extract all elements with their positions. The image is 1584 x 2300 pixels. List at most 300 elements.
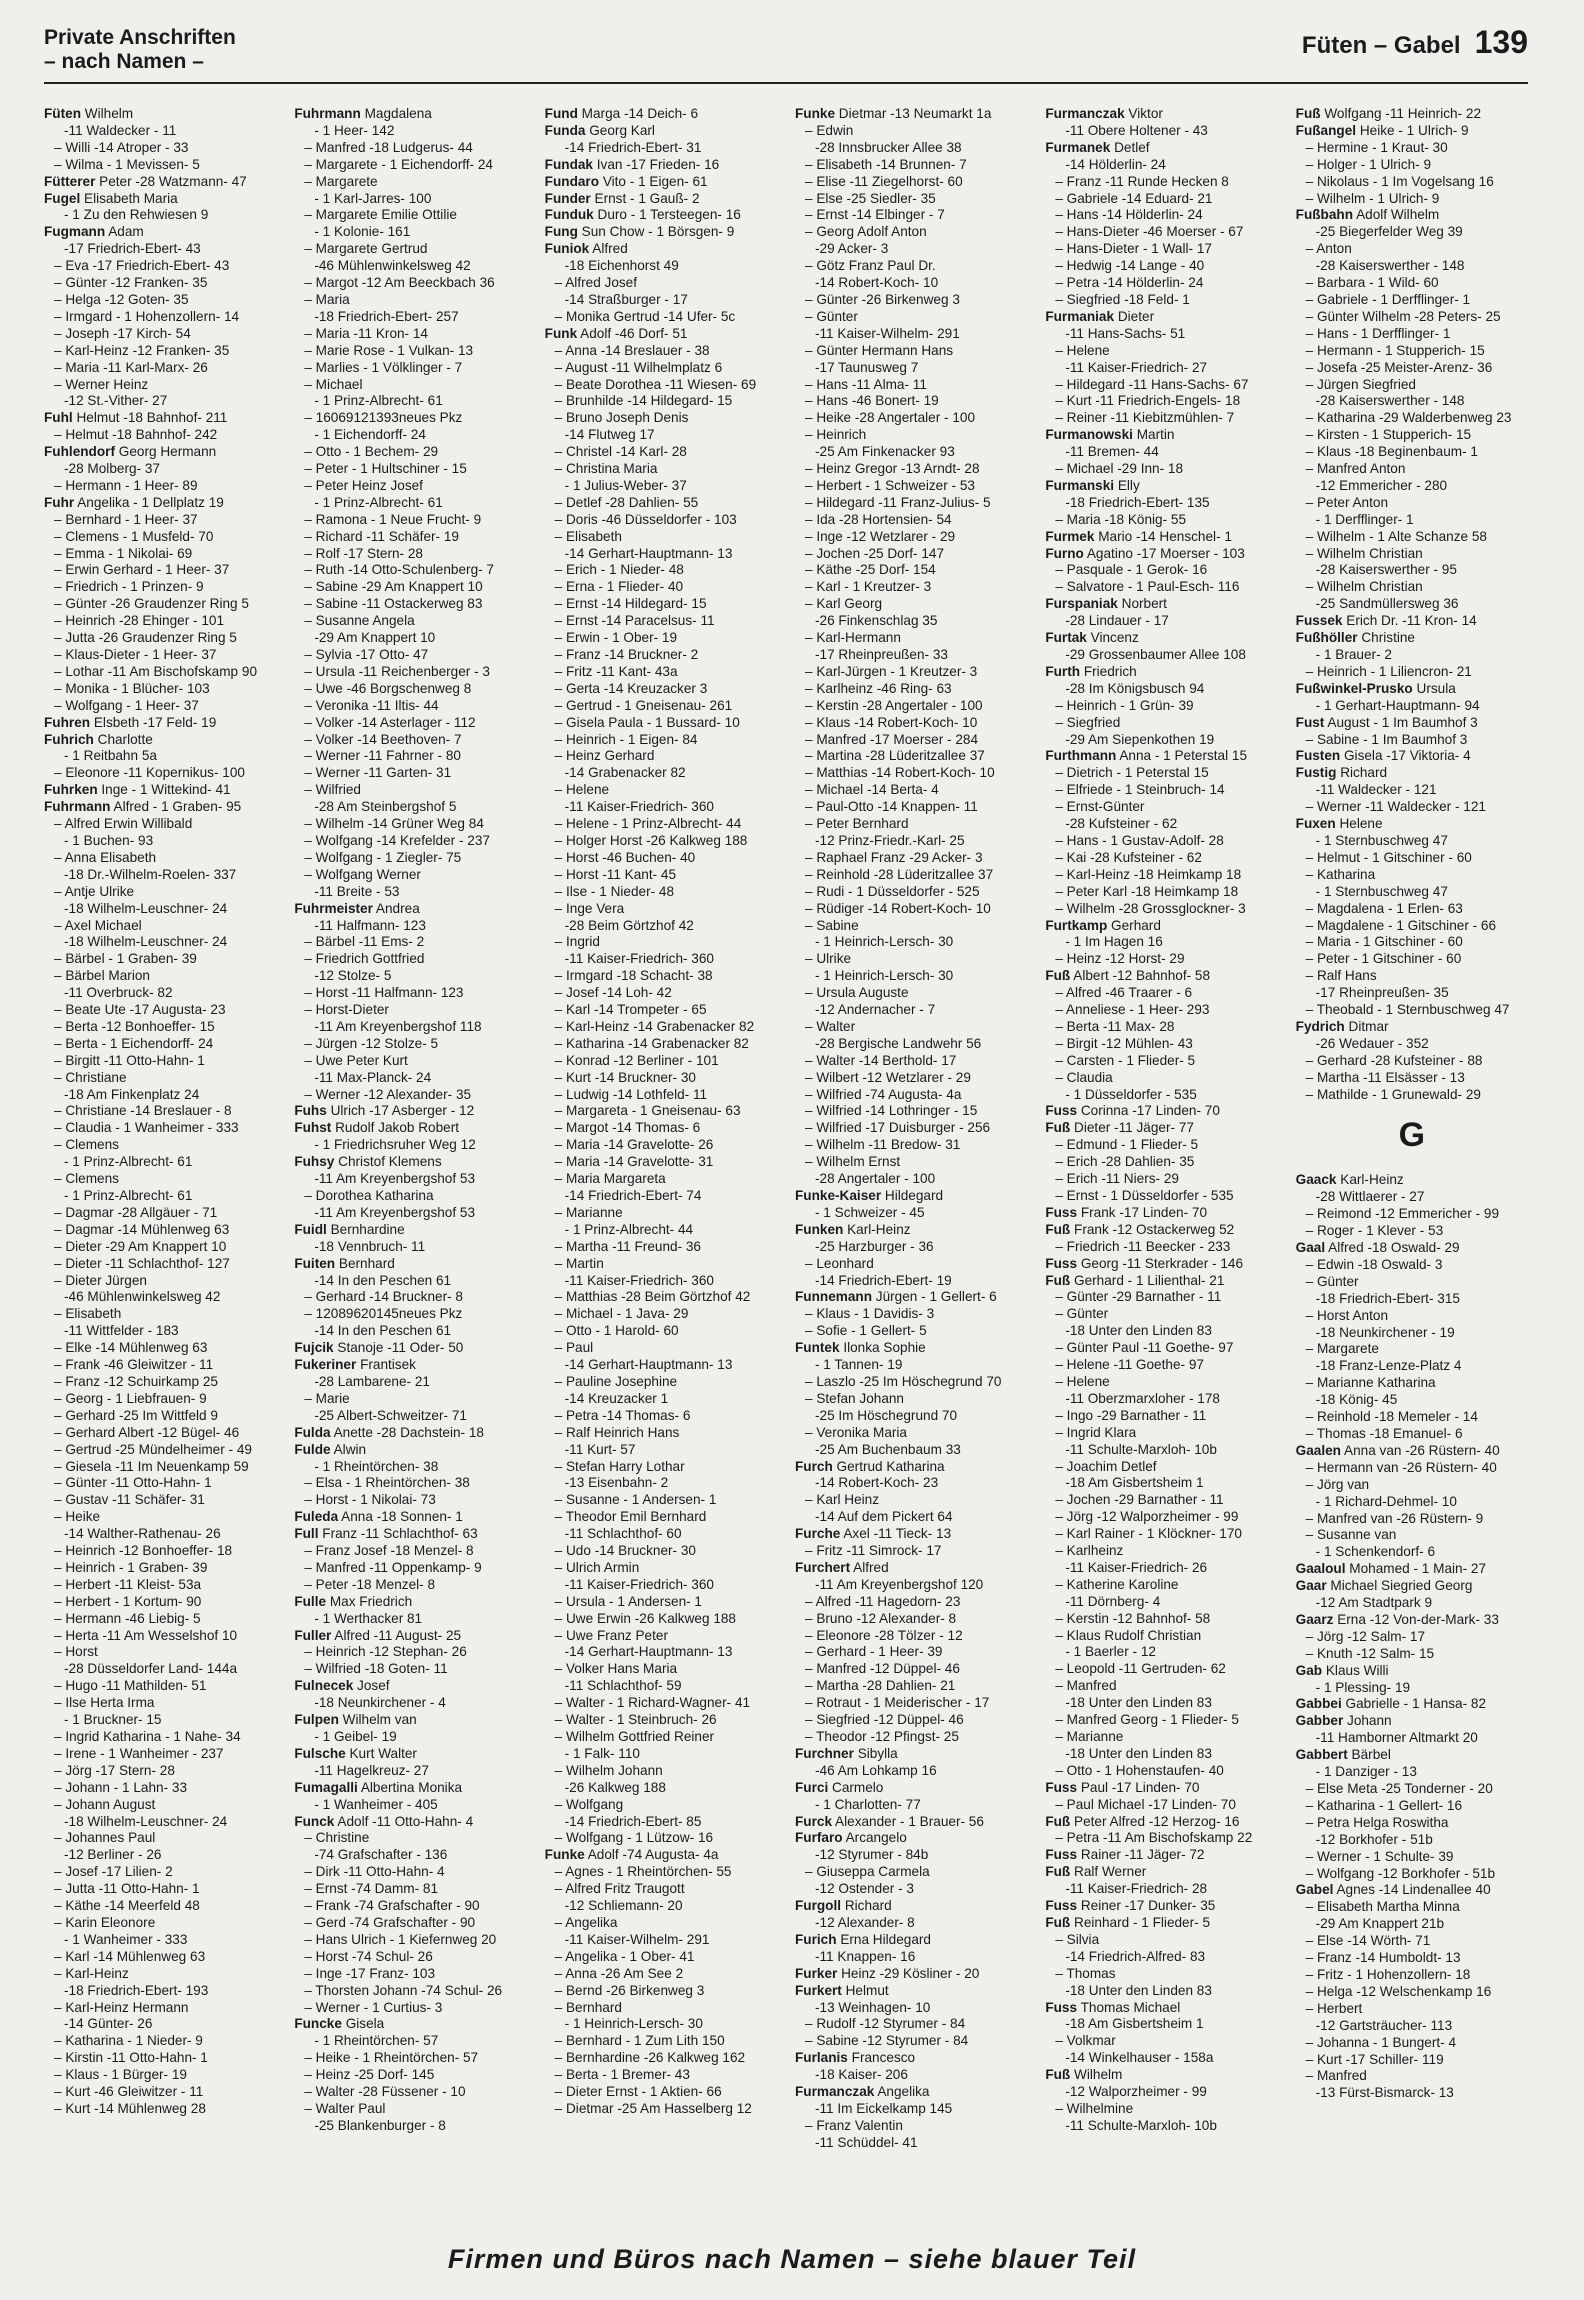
entry-person: – Maria [304,291,350,307]
entry-detail: Wolfgang -11 Heinrich- 22 [1324,106,1482,121]
entry-address: -25 Biegerfelder Weg 39 [1315,224,1463,240]
entry-person: – Bernhard - 1 Zum Lith 150 [554,2033,725,2049]
entry-address: - 1 Im Hagen 16 [1065,934,1163,950]
surname: Fuhrmann [44,799,111,815]
entry-person: – Heike [54,1509,101,1525]
entry-person: – Frank -74 Grafschafter - 90 [304,1898,480,1914]
entry-person: – Karin Eleonore [54,1914,156,1930]
entry-person: – Maria -18 König- 55 [1055,511,1187,527]
surname: Fuß [1295,106,1321,121]
entry-person: – Erwin Gerhard - 1 Heer- 37 [54,562,230,578]
entry-address: -12 St.-Vither- 27 [64,393,168,409]
entry-surname [44,799,276,816]
surname: Furspaniak [1045,596,1118,612]
entry-surname [294,1780,526,1797]
entry-address: -18 Am Gisbertsheim 1 [1065,1475,1204,1491]
entry-person: – Dieter -29 Am Knappert 10 [54,1238,227,1254]
surname: Funiok [544,241,590,257]
entry-address: -12 Schliemann- 20 [564,1898,683,1914]
entry-person: – 16069121393neues Pkz [304,410,463,426]
entry-person: – Wilbert -12 Wetzlarer - 29 [804,1069,971,1085]
entry-person: – Kai -28 Kufsteiner - 62 [1055,849,1202,865]
section-letter: G [1398,1116,1426,1155]
entry-person: – Wilhelm -28 Grossglockner- 3 [1055,900,1246,916]
entry-person: – Fritz -11 Simrock- 17 [804,1543,942,1559]
surname: Furgoll [794,1898,842,1914]
entry-person: – Michael [304,376,363,392]
entry-person: – Sylvia -17 Otto- 47 [304,647,429,662]
entry-person: – Ida -28 Hortensien- 54 [804,511,952,527]
entry-person: – Magdalena - 1 Erlen- 63 [1305,900,1463,916]
surname: Gabbert [1295,1747,1348,1763]
entry-person: – Raphael Franz -29 Acker- 3 [804,849,983,865]
entry-person: – Monika Gertrud -14 Ufer- 5c [554,308,736,324]
entry-person: – Helga -12 Goten- 35 [54,291,189,307]
entry-person: – Ralf Heinrich Hans [554,1424,680,1440]
entry-detail: Charlotte [97,731,153,747]
entry-surname [294,901,526,918]
entry-person: – Heinrich - 1 Graben- 39 [54,1559,208,1575]
surname: Gabbei [1295,1696,1342,1712]
entry-person: – Bärbel Marion [54,968,150,984]
entry-address: -17 Rheinpreußen- 35 [1315,985,1449,1001]
entry-person: – Günter Hermann Hans [804,342,954,358]
entry-address: -28 Wittlaerer - 27 [1315,1189,1425,1205]
entry-person: – Herbert - 1 Kortum- 90 [54,1593,202,1609]
entry-address: -28 Beim Görtzhof 42 [564,917,694,933]
entry-address: -14 Friedrich-Alfred- 83 [1065,1948,1206,1964]
entry-person: – Werner - 1 Schulte- 39 [1305,1848,1454,1864]
entry-person: – Kurt -14 Mühlenweg 28 [54,2100,206,2116]
entry-person: – Mathilde - 1 Grunewald- 29 [1305,1086,1481,1102]
entry-person: – Uwe Peter Kurt [304,1052,408,1068]
entry-person: – Giuseppa Carmela [804,1864,930,1880]
entry-person: – Sofie - 1 Gellert- 5 [804,1323,927,1339]
entry-detail: Carmelo [832,1779,884,1795]
entry-person: – Werner -11 Fahrner - 80 [304,748,461,764]
entry-detail: Andrea [375,900,420,916]
entry-surname [44,191,276,208]
surname: Fuß [1045,1914,1071,1930]
entry-surname [1045,1205,1277,1222]
entry-detail: Heinz -29 Kösliner - 20 [841,1965,980,1981]
entry-address: -28 Lindauer - 17 [1065,613,1169,629]
entry-person: – Roger - 1 Klever - 53 [1305,1223,1444,1239]
entry-person: – Joachim Detlef [1055,1458,1157,1474]
entry-person: – Richard -11 Schäfer- 19 [304,528,459,544]
surname: Fuss [1045,1999,1078,2015]
surname: Furker [794,1965,838,1981]
entry-person: – Elisabeth [54,1306,122,1322]
entry-person: – Hildegard -11 Hans-Sachs- 67 [1055,376,1249,392]
entry-surname [294,1526,526,1543]
entry-address: -11 Wittfelder - 183 [64,1323,179,1339]
entry-person: – Wilhelm -14 Grüner Weg 84 [304,816,484,832]
entry-detail: Bärbel [1351,1747,1391,1763]
surname: Furck [794,1813,833,1829]
entry-detail: Adolf Wilhelm [1356,207,1440,223]
entry-surname [795,1526,1027,1543]
entry-person: – Hans Ulrich - 1 Kiefernweg 20 [304,1931,497,1947]
entry-person: – Birgitt -11 Otto-Hahn- 1 [54,1052,205,1068]
directory-column-3 [545,106,777,2226]
entry-person: – Gerhard Albert -12 Bügel- 46 [54,1424,240,1440]
entry-detail: Gisela [345,2016,385,2032]
entry-person: – Susanne Angela [304,613,415,629]
entry-person: – Ernst-Günter [1055,799,1145,815]
entry-person: – Walter -28 Füssener - 10 [304,2084,466,2100]
entry-surname [44,410,276,427]
entry-detail: Ditmar [1348,1018,1389,1034]
entry-person: – Helene - 1 Prinz-Albrecht- 44 [554,816,742,832]
entry-person: – Paul-Otto -14 Knappen- 11 [804,799,978,815]
entry-person: – Berta -12 Bonhoeffer- 15 [54,1018,215,1034]
entry-detail: Anna - 1 Peterstal 15 [1119,748,1248,764]
surname: Fuhl [44,410,73,426]
entry-detail: Anette -28 Dachstein- 18 [333,1424,484,1440]
entry-person: – Gustav -11 Schäfer- 31 [54,1492,205,1508]
entry-person: – Horst -11 Halfmann- 123 [304,985,464,1001]
entry-detail: Karl-Heinz [847,1221,911,1237]
entry-address: -12 Styrumer - 84b [814,1847,929,1863]
surname: Furtak [1045,630,1087,646]
entry-person: – Petra Helga Roswitha [1305,1814,1449,1830]
entry-person: – Rolf -17 Stern- 28 [304,545,423,561]
entry-person: – Johannes Paul [54,1830,156,1846]
entry-person: – Karl-Heinz [54,1965,129,1981]
entry-address: -11 Overbruck- 82 [64,985,173,1001]
entry-detail: Peter Alfred -12 Herzog- 16 [1074,1813,1240,1829]
entry-person: – Wilfried -18 Goten- 11 [304,1661,448,1677]
entry-surname [795,1746,1027,1763]
entry-person: – Heinrich - 1 Liliencron- 21 [1305,663,1472,679]
entry-address: -11 Breite - 53 [314,883,400,899]
entry-address: - 1 Zu den Rehwiesen 9 [64,207,209,223]
entry-detail: Gabrielle - 1 Hansa- 82 [1345,1696,1487,1712]
surname: Fuhr [44,494,75,510]
entry-person: – Horst [54,1644,98,1660]
surname: Fuhst [294,1120,332,1136]
entry-address: -14 Kreuzacker 1 [564,1390,669,1406]
entry-surname [294,1357,526,1374]
entry-surname [1045,1120,1277,1137]
entry-person: – Katharina - 1 Nieder- 9 [54,2033,203,2049]
surname: Furth [1045,663,1081,679]
entry-person: – Wilhelm - 1 Alte Schanze 58 [1305,528,1487,544]
entry-person: – Maria - 1 Gitschiner - 60 [1305,934,1463,950]
entry-detail: Elsbeth -17 Feld- 19 [93,714,217,730]
entry-address: -18 Am Gisbertsheim 1 [1065,2016,1204,2032]
entry-person: – Günter [804,308,858,324]
entry-surname [294,1678,526,1695]
surname: Furci [794,1779,829,1795]
entry-person: – Peter -18 Menzel- 8 [304,1576,436,1592]
surname: Fuss [1045,1779,1078,1795]
entry-address: -18 Franz-Lenze-Platz 4 [1315,1358,1462,1374]
entry-person: – Wolfgang - 1 Heer- 37 [54,697,199,713]
entry-address: -28 Kaiserswerther - 148 [1315,258,1465,274]
entry-address: -11 Kaiser-Friedrich- 360 [564,1576,714,1592]
entry-person: – Katherine Karoline [1055,1576,1179,1592]
entry-person: – Anna Elisabeth [54,849,157,865]
entry-address: -29 Am Knappert 10 [314,630,436,646]
entry-detail: Arcangelo [845,1830,907,1846]
entry-address: -28 Lambarene- 21 [314,1373,430,1389]
entry-person: – Maria -14 Gravelotte- 26 [554,1137,714,1153]
entry-person: – Monika - 1 Blücher- 103 [54,680,210,696]
entry-address: - 1 Wanheimer - 405 [314,1796,438,1812]
entry-person: – Werner -12 Alexander- 35 [304,1086,472,1102]
entry-person: – Ramona - 1 Neue Frucht- 9 [304,511,482,527]
entry-address: -13 Weinhagen- 10 [814,1999,931,2015]
entry-person: – Irmgard -18 Schacht- 38 [554,968,713,984]
entry-surname [294,1103,526,1120]
entry-detail: Stanoje -11 Oder- 50 [337,1340,464,1356]
entry-surname [795,1459,1027,1476]
entry-detail: Elly [1117,477,1140,493]
entry-person: – Dorothea Katharina [304,1188,434,1203]
entry-person: – Karl Heinz [804,1492,880,1508]
entry-address: -18 Neunkirchener - 4 [314,1695,446,1711]
entry-address: -12 Andernacher - 7 [814,1002,936,1018]
entry-person: – Friedrich Gottfried [304,951,425,967]
entry-surname [1045,1273,1277,1290]
entry-address: - 1 Eichendorff- 24 [314,427,426,443]
entry-person: – Bernhard - 1 Heer- 37 [54,511,198,527]
entry-address: -25 Blankenburger - 8 [314,2117,446,2133]
entry-person: – Helmut - 1 Gitschiner - 60 [1305,849,1472,865]
entry-person: – Manfred -12 Düppel- 46 [804,1661,960,1677]
entry-detail: Duro - 1 Tersteegen- 16 [597,207,741,223]
entry-person: – Heike - 1 Rheintörchen- 57 [304,2050,479,2066]
entry-address: - 1 Derfflinger- 1 [1315,511,1414,527]
entry-person: – Hermann van -26 Rüstern- 40 [1305,1459,1497,1475]
entry-address: - 1 Schweizer - 45 [814,1204,925,1220]
entry-surname [1045,664,1277,681]
entry-person: – Petra -14 Thomas- 6 [554,1407,691,1423]
entry-address: - 1 Werthacker 81 [314,1610,423,1626]
entry-person: – Uwe Erwin -26 Kalkweg 188 [554,1610,736,1626]
entry-person: – Horst-Dieter [304,1002,389,1018]
entry-person: – Theodor -12 Pfingst- 25 [804,1729,959,1744]
entry-person: – Antje Ulrike [54,883,135,899]
entry-person: – Gerta -14 Kreuzacker 3 [554,680,708,696]
entry-address: -11 Obere Holtener - 43 [1065,122,1208,138]
entry-person: – Gerhard -28 Kufsteiner - 88 [1305,1052,1483,1068]
entry-address: -28 Kaiserswerther - 148 [1315,393,1465,409]
entry-address: -14 Gerhart-Hauptmann- 13 [564,1644,733,1660]
entry-address: -28 Bergische Landwehr 56 [814,1035,982,1051]
surname: Funduk [544,207,594,223]
entry-person: – Lothar -11 Am Bischofskamp 90 [54,663,258,679]
header-rule [44,82,1528,84]
entry-surname [795,1188,1027,1205]
entry-person: – Heinrich - 1 Eigen- 84 [554,731,698,747]
entry-address: -14 Robert-Koch- 10 [814,275,939,291]
entry-person: – Ingrid [554,934,600,950]
entry-person: – Bärbel -11 Ems- 2 [304,934,425,950]
entry-person: – Manfred Anton [1305,461,1406,477]
entry-person: – Hans-Dieter -46 Moerser - 67 [1055,224,1244,240]
entry-person: – Karl -14 Trompeter - 65 [554,1002,707,1018]
surname: Fulpen [294,1712,339,1728]
entry-detail: Ulrich -17 Asberger - 12 [330,1103,475,1119]
surname: Furthmann [1045,748,1117,764]
surname: Furmaniak [1045,308,1115,324]
entry-surname [795,1830,1027,1847]
entry-person: – Kurt -17 Schiller- 119 [1305,2051,1444,2067]
entry-person: – Michael - 1 Java- 29 [554,1306,689,1322]
entry-person: – Jürgen Siegfried [1305,376,1416,392]
entry-detail: Adolf -11 Otto-Hahn- 4 [337,1813,474,1829]
entry-address: - 1 Charlotten- 77 [814,1796,921,1812]
entry-person: – Matthias -14 Robert-Koch- 10 [804,765,995,781]
entry-person: – Karl-Heinz -18 Heimkamp 18 [1055,866,1242,882]
entry-detail: Reinhard - 1 Flieder- 5 [1074,1914,1211,1930]
entry-person: – Beate Dorothea -11 Wiesen- 69 [554,376,757,392]
entry-address: - 1 Prinz-Albrecht- 44 [564,1221,694,1237]
directory-columns [44,106,1528,2226]
entry-person: – Else Meta -25 Tonderner - 20 [1305,1781,1493,1796]
entry-person: – Veronika -11 Iltis- 44 [304,697,439,713]
entry-person: – Margarete - 1 Eichendorff- 24 [304,156,493,172]
entry-person: – Katharina -29 Walderbenweg 23 [1305,410,1512,426]
entry-surname [1296,1240,1528,1257]
entry-surname [1296,1663,1528,1680]
entry-person: – Jörg van [1305,1476,1370,1492]
entry-surname [1296,106,1528,123]
entry-address: -14 Friedrich-Ebert- 85 [564,1813,702,1829]
entry-person: – Nikolaus - 1 Im Vogelsang 16 [1305,173,1494,189]
entry-address: -25 Albert-Schweitzer- 71 [314,1407,467,1423]
entry-address: -11 Schlachthof- 59 [564,1678,682,1694]
entry-person: – Agnes - 1 Rheintörchen- 55 [554,1864,732,1880]
entry-surname [294,1256,526,1273]
entry-person: – Otto - 1 Hohenstaufen- 40 [1055,1762,1224,1778]
surname: Furmanczak [1045,106,1125,121]
entry-person: – Clemens - 1 Musfeld- 70 [54,528,214,544]
entry-person: – Horst Anton [1305,1307,1389,1323]
entry-surname [1296,1578,1528,1595]
entry-person: – Theodor Emil Bernhard [554,1509,707,1525]
entry-person: – Thorsten Johann -74 Schul- 26 [304,1982,503,1998]
surname: Funk [544,325,578,341]
surname: Full [294,1526,319,1542]
entry-person: – Emma - 1 Nikolai- 69 [54,545,193,561]
entry-address: - 1 Karl-Jarres- 100 [314,190,432,206]
entry-person: – Günter [1055,1306,1109,1322]
entry-address: - 1 Baerler - 12 [1065,1644,1156,1660]
entry-person: – Sabine - 1 Im Baumhof 3 [1305,731,1468,747]
entry-address: - 1 Gerhart-Hauptmann- 94 [1315,697,1480,713]
entry-person: – Johann - 1 Lahn- 33 [54,1779,188,1795]
entry-address: -18 König- 45 [1315,1392,1398,1408]
entry-person: – Günter -26 Graudenzer Ring 5 [54,596,249,612]
entry-person: – Michael -29 Inn- 18 [1055,461,1184,477]
entry-person: – Brunhilde -14 Hildegard- 15 [554,393,733,409]
surname: Furno [1045,545,1084,561]
entry-person: – Peter Anton [1305,494,1389,510]
surname: Fuhrich [44,731,94,747]
entry-address: - 1 Rheintörchen- 57 [314,2033,439,2049]
entry-address: - 1 Reitbahn 5a [64,748,157,764]
entry-address: -11 Dörnberg- 4 [1065,1593,1161,1609]
entry-person: – Hans -46 Bonert- 19 [804,393,939,409]
entry-surname [1045,630,1277,647]
entry-person: – Pauline Josephine [554,1373,678,1389]
entry-person: – Dieter Ernst - 1 Aktien- 66 [554,2084,722,2100]
entry-person: – Laszlo -25 Im Höschegrund 70 [804,1373,1002,1389]
entry-person: – Wilhelm -11 Bredow- 31 [804,1137,961,1153]
entry-person: – Ursula - 1 Andersen- 1 [554,1593,702,1609]
entry-surname [294,1746,526,1763]
entry-address: -18 Unter den Linden 83 [1065,1745,1212,1761]
surname: Fulsche [294,1745,346,1761]
entry-address: -17 Rheinpreußen- 33 [814,647,948,662]
surname: Fusten [1295,748,1341,764]
entry-address: -28 Am Steinbergshof 5 [314,799,457,815]
entry-person: – Gerd -74 Grafschafter - 90 [304,1914,476,1930]
entry-person: – Else -25 Siedler- 35 [804,190,936,206]
entry-address: -14 Friedrich-Ebert- 31 [564,139,702,155]
entry-person: – Götz Franz Paul Dr. [804,258,936,274]
entry-person: – Edwin [804,122,854,138]
entry-person: – Erich -28 Dahlien- 35 [1055,1154,1195,1170]
entry-address: - 1 Brauer- 2 [1315,647,1392,662]
entry-person: – Marie [304,1390,350,1406]
entry-address: -26 Finkenschlag 35 [814,613,938,629]
entry-person: – Marianne Katharina [1305,1375,1436,1391]
surname: Fulda [294,1424,331,1440]
entry-surname [294,1442,526,1459]
entry-person: – Ernst - 1 Düsseldorfer - 535 [1055,1188,1234,1203]
entry-address: -14 Robert-Koch- 23 [814,1475,939,1491]
entry-address: -14 Gerhart-Hauptmann- 13 [564,1357,733,1373]
entry-address: -11 Kurt- 57 [564,1441,636,1457]
entry-person: – Barbara - 1 Wild- 60 [1305,275,1439,291]
entry-person: – Udo -14 Bruckner- 30 [554,1543,696,1559]
entry-address: -74 Grafschafter - 136 [314,1847,448,1863]
entry-person: – Franz -12 Schuirkamp 25 [54,1373,218,1389]
entry-surname [795,1932,1027,1949]
entry-address: -12 Walporzheimer - 99 [1065,2084,1207,2100]
surname: Funtek [794,1340,840,1356]
entry-person: – Susanne - 1 Andersen- 1 [554,1492,717,1508]
entry-address: -11 Schlachthof- 60 [564,1526,682,1542]
entry-person: – Martha -11 Freund- 36 [554,1238,701,1254]
entry-person: – Michael -14 Berta- 4 [804,782,939,798]
entry-surname [1045,1256,1277,1273]
entry-detail: Martin [1136,427,1175,443]
entry-person: – Alfred -11 Hagedorn- 23 [804,1593,961,1609]
entry-detail: Reiner -17 Dunker- 35 [1080,1898,1216,1914]
entry-address: -12 Alexander- 8 [814,1914,915,1930]
entry-person: – Veronika Maria [804,1424,907,1440]
entry-address: -12 Berliner - 26 [64,1847,162,1863]
entry-person: – Ernst -14 Paracelsus- 11 [554,613,715,629]
entry-person: – Salvatore - 1 Paul-Esch- 116 [1055,579,1240,595]
entry-detail: Dieter -11 Jäger- 77 [1074,1120,1194,1136]
entry-person: – Horst -74 Schul- 26 [304,1948,433,1964]
entry-person: – Klaus Rudolf Christian [1055,1627,1202,1643]
entry-person: – Magdalene - 1 Gitschiner - 66 [1305,917,1497,933]
entry-address: -11 Kaiser-Friedrich- 26 [1065,1559,1208,1575]
entry-person: – Axel Michael [54,917,142,933]
entry-person: – Wilhelmine [1055,2100,1134,2116]
entry-person: – Doris -46 Düsseldorfer - 103 [554,511,737,527]
entry-person: – Willi -14 Atroper - 33 [54,139,189,155]
entry-person: – Hedwig -14 Lange - 40 [1055,258,1205,274]
